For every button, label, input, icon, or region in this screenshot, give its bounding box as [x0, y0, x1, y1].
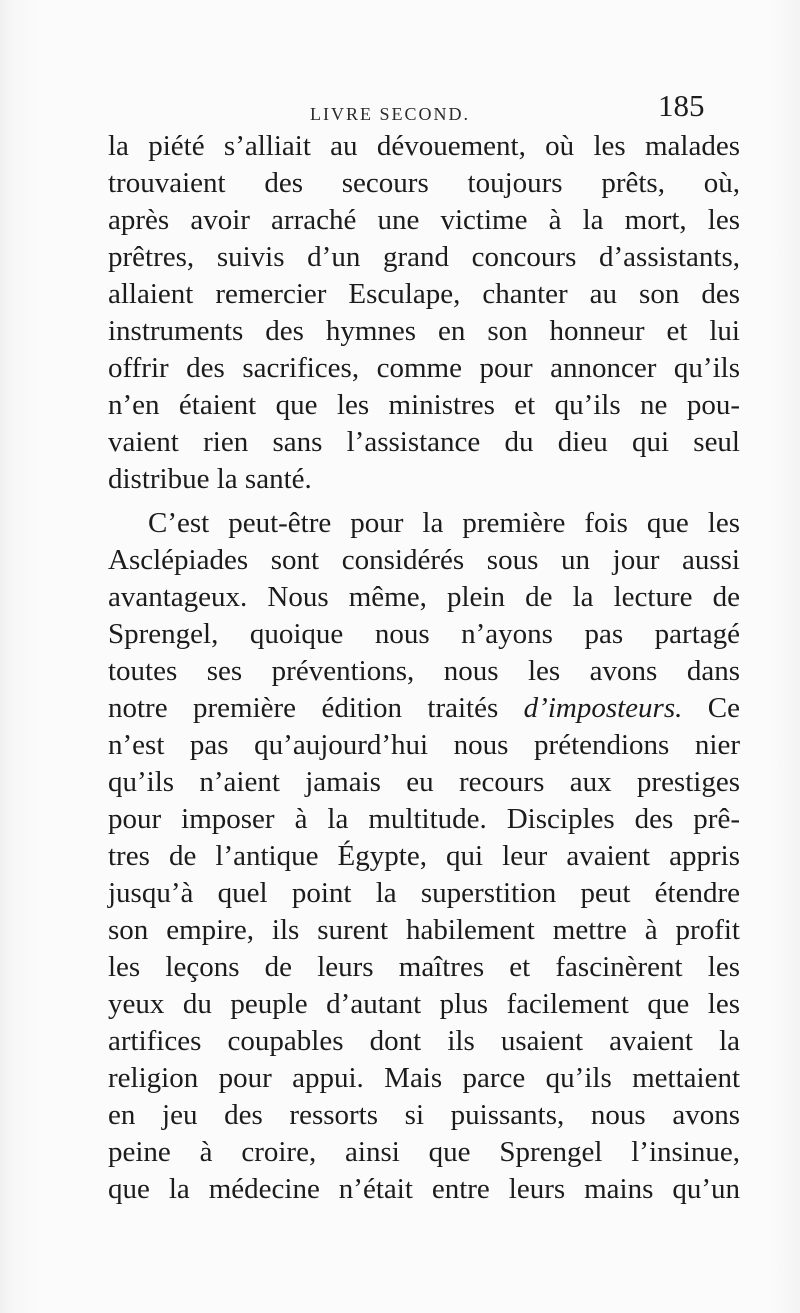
text-line: la piété s’alliait au dévouement, où les malades [108, 130, 740, 162]
text-line: toutes ses préventions, nous les avons dans [108, 655, 740, 687]
text-line: pour imposer à la multitude. Disciples des prê- [108, 803, 740, 835]
italic-text: d’imposteurs. [523, 692, 683, 724]
body-text [108, 128, 740, 1218]
text-line: n’est pas qu’aujourd’hui nous prétendions nier [108, 729, 740, 761]
text-line: Sprengel, quoique nous n’ayons pas partagé [108, 618, 740, 650]
text-line: qu’ils n’aient jamais eu recours aux prestiges [108, 766, 740, 798]
page-number: 185 [658, 88, 705, 123]
text-line: instruments des hymnes en son honneur et lui [108, 315, 740, 347]
text-segment: Ce [682, 692, 740, 724]
text-line: trouvaient des secours toujours prêts, où, [108, 167, 740, 199]
text-line: n’en étaient que les ministres et qu’ils ne pou- [108, 389, 740, 421]
text-line: peine à croire, ainsi que Sprengel l’insinue, [108, 1136, 740, 1168]
text-line: yeux du peuple d’autant plus facilement que les [108, 988, 740, 1020]
text-line [108, 690, 740, 727]
text-line: que la médecine n’était entre leurs mains qu’un [108, 1173, 740, 1205]
text-line: offrir des sacrifices, comme pour annoncer qu’ils [108, 352, 740, 384]
text-segment: notre première édition traités [108, 692, 524, 724]
text-line: son empire, ils surent habilement mettre à profit [108, 914, 740, 946]
text-line: distribue la santé. [108, 463, 312, 495]
text-line: vaient rien sans l’assistance du dieu qui seul [108, 426, 740, 458]
text-line: artifices coupables dont ils usaient avaient la [108, 1025, 740, 1057]
text-line: avantageux. Nous même, plein de la lecture de [108, 581, 740, 613]
text-line: Asclépiades sont considérés sous un jour aussi [108, 544, 740, 576]
text-line: tres de l’antique Égypte, qui leur avaient appris [108, 840, 740, 872]
text-line: C’est peut-être pour la première fois que les [148, 507, 740, 539]
page-header [0, 88, 800, 128]
running-head: LIVRE SECOND. [310, 104, 470, 124]
text-line: religion pour appui. Mais parce qu’ils mettaient [108, 1062, 740, 1094]
text-line: allaient remercier Esculape, chanter au son des [108, 278, 740, 310]
text-line: après avoir arraché une victime à la mort, les [108, 204, 740, 236]
text-line: jusqu’à quel point la superstition peut étendre [108, 877, 740, 909]
text-line: les leçons de leurs maîtres et fascinèrent les [108, 951, 740, 983]
text-line: prêtres, suivis d’un grand concours d’assistants, [108, 241, 740, 273]
text-line: en jeu des ressorts si puissants, nous avons [108, 1099, 740, 1131]
